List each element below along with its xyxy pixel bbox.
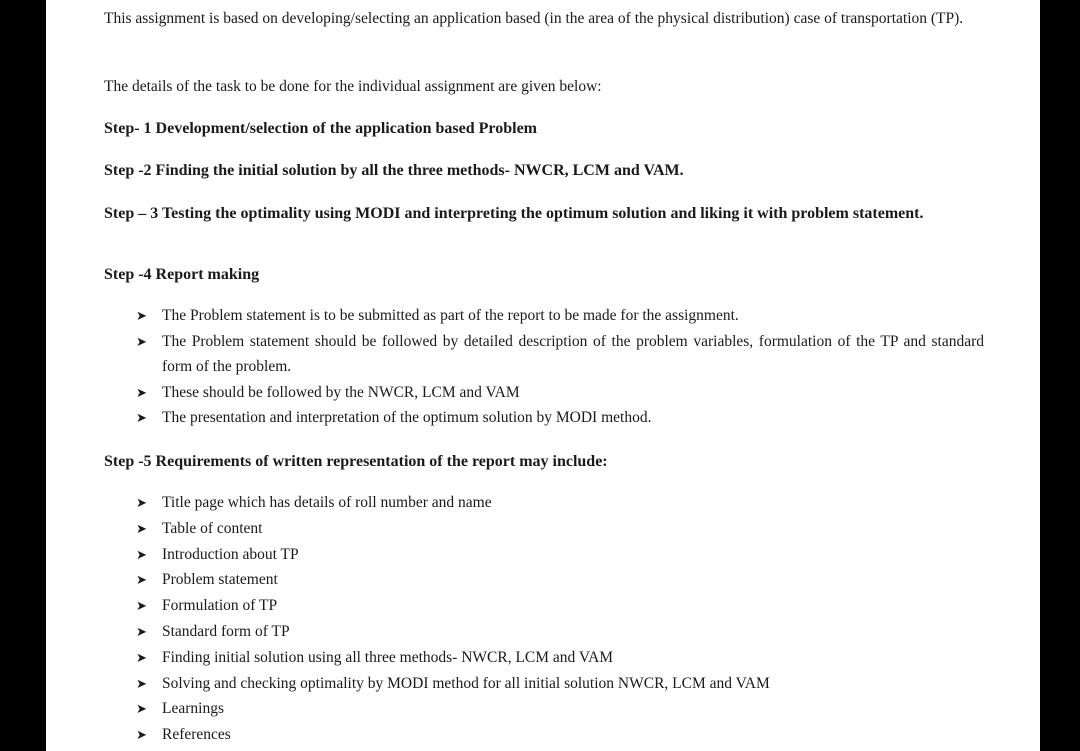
- list-item: [104, 303, 984, 329]
- list-item: [104, 645, 984, 671]
- list-item: [104, 516, 984, 542]
- intro-paragraph: This assignment is based on developing/selecting an application based (in the area of the physical distribution) case of transportation (TP).: [104, 10, 964, 27]
- step-2-heading: Step -2 Finding the initial solution by all the three methods- NWCR, LCM and VAM.: [104, 162, 684, 179]
- list-item-text: References: [162, 726, 231, 744]
- list-item-text: Solving and checking optimality by MODI method for all initial solution NWCR, LCM and VAM: [162, 674, 770, 692]
- list-item-text: Problem statement: [162, 571, 278, 589]
- list-item: [104, 490, 984, 516]
- arrow-bullet-icon: ➤: [136, 598, 147, 614]
- list-item: [104, 405, 984, 431]
- list-item-text: The Problem statement is to be submitted as part of the report to be made for the assignment.: [162, 307, 739, 324]
- document-page: [46, 0, 1040, 751]
- list-item: [104, 593, 984, 619]
- list-item: [104, 619, 984, 645]
- arrow-bullet-icon: ➤: [136, 410, 147, 426]
- arrow-bullet-icon: ➤: [136, 495, 147, 510]
- list-item-text: Formulation of TP: [162, 597, 278, 615]
- list-item: [104, 380, 984, 406]
- list-item: [104, 671, 984, 697]
- list-item-text: Finding initial solution using all three methods- NWCR, LCM and VAM: [162, 648, 614, 666]
- list-item: [104, 567, 984, 593]
- arrow-bullet-icon: ➤: [136, 701, 147, 717]
- list-item: [104, 329, 984, 380]
- arrow-bullet-icon: ➤: [136, 572, 147, 588]
- list-item-text: The Problem statement should be followed by detailed description of the problem variables, formulation of the TP and standard form of the problem.: [162, 332, 984, 376]
- list-item: [104, 542, 984, 568]
- list-item: [104, 722, 984, 748]
- arrow-bullet-icon: ➤: [136, 333, 147, 349]
- details-paragraph: The details of the task to be done for the individual assignment are given below:: [104, 78, 602, 95]
- step-1-heading: Step- 1 Development/selection of the application based Problem: [104, 120, 538, 137]
- list-item-text: Introduction about TP: [162, 545, 299, 563]
- arrow-bullet-icon: ➤: [136, 546, 147, 562]
- list-item-text: Table of content: [162, 519, 263, 537]
- list-item: [104, 696, 984, 722]
- step-4-heading: Step -4 Report making: [104, 266, 260, 283]
- arrow-bullet-icon: ➤: [136, 649, 147, 665]
- arrow-bullet-icon: ➤: [136, 384, 147, 400]
- arrow-bullet-icon: ➤: [136, 675, 147, 691]
- step-3-heading: Step – 3 Testing the optimality using MODI and interpreting the optimum solution and liking it with problem statement.: [104, 205, 924, 222]
- arrow-bullet-icon: ➤: [136, 520, 147, 536]
- list-item-text: Standard form of TP: [162, 622, 290, 640]
- list-item-text: The presentation and interpretation of the optimum solution by MODI method.: [162, 409, 652, 427]
- arrow-bullet-icon: ➤: [136, 727, 147, 743]
- list-item-text: These should be followed by the NWCR, LCM and VAM: [162, 383, 520, 401]
- step-5-heading: Step -5 Requirements of written representation of the report may include:: [104, 453, 608, 470]
- step-4-list: [104, 303, 984, 431]
- step-5-list: [104, 490, 984, 748]
- arrow-bullet-icon: ➤: [136, 623, 147, 639]
- list-item-text: Title page which has details of roll number and name: [162, 494, 492, 511]
- list-item-text: Learnings: [162, 700, 224, 718]
- arrow-bullet-icon: ➤: [136, 308, 147, 323]
